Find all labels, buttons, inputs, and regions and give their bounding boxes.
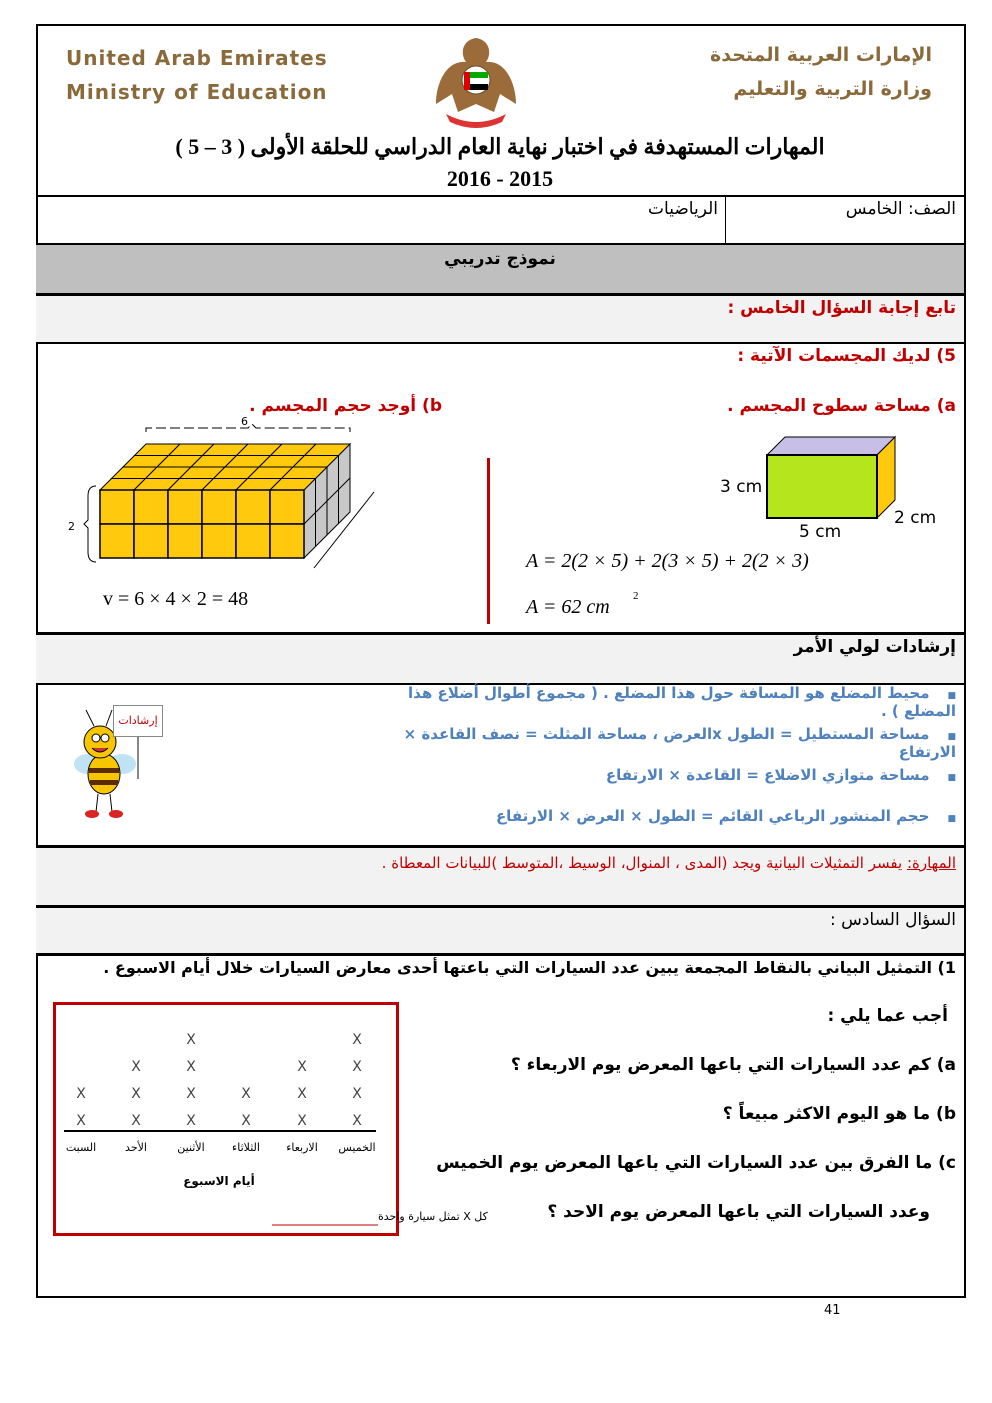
prism-top-face [767, 437, 895, 455]
x-mark: X [76, 1113, 86, 1129]
x-mark: X [241, 1086, 251, 1102]
day-label: الثلاثاء [232, 1141, 260, 1154]
cube-front [134, 524, 168, 558]
length-brace [146, 424, 350, 432]
divider [487, 458, 490, 624]
q6-question-a: a) كم عدد السيارات التي باعها المعرض يوم الاربعاء ؟ [510, 1055, 956, 1075]
q6-answer-prompt: أجب عما يلي : [827, 1006, 948, 1026]
academic-year: 2016 - 2015 [446, 166, 554, 191]
cube-front [100, 524, 134, 558]
grade-label: الصف: الخامس [845, 199, 956, 219]
x-mark: X [131, 1086, 141, 1102]
legend-text: كل X تمثل سيارة واحدة [378, 1210, 488, 1223]
cube-front [270, 524, 304, 558]
x-mark: X [131, 1059, 141, 1075]
info-row [36, 195, 964, 243]
cube-top-label: 6 [241, 415, 248, 428]
area-equation-1: A = 2(2 × 5) + 2(3 × 5) + 2(2 × 3) [526, 550, 809, 572]
cube-front [168, 524, 202, 558]
org-name-ar-1: الإمارات العربية المتحدة [710, 44, 932, 66]
q6-question-b: b) ما هو اليوم الاكثر مبيعاً ؟ [722, 1104, 956, 1124]
guidance-item: ■محيط المضلع هو المسافة حول هذا المضلع . ( مجموع أطوال أضلاع هذا المضلع ) . [408, 684, 956, 720]
day-label: الأحد [125, 1141, 147, 1154]
cube-front [202, 524, 236, 558]
guidance-header-row [36, 632, 964, 683]
q6-header: السؤال السادس : [829, 910, 956, 930]
q5-part-b: b) أوجد حجم المجسم . [249, 396, 442, 416]
cube-front [100, 490, 134, 524]
x-mark: X [131, 1113, 141, 1129]
guidance-item: ■مساحة متوازي الاضلاع = القاعدة × الارتفاع [605, 766, 956, 784]
day-label: الأثنين [177, 1141, 205, 1154]
uae-emblem-logo [432, 34, 520, 126]
x-mark: X [186, 1032, 196, 1048]
guidance-item: ■مساحة المستطيل = الطول xالعرض ، مساحة المثلث = نصف القاعدة × الارتفاع [403, 725, 956, 761]
x-mark: X [186, 1113, 196, 1129]
x-mark: X [352, 1059, 362, 1075]
cube-front [270, 490, 304, 524]
skill-text: يفسر التمثيلات البيانية ويجد (المدى ، المنوال، الوسيط ،المتوسط )للبيانات المعطاة . [381, 854, 907, 872]
cube-side-label: 2 [68, 520, 75, 533]
q6-question-c-line2: وعدد السيارات التي باعها المعرض يوم الاحد ؟ [547, 1202, 930, 1222]
q6-question-c-line1: c) ما الفرق بين عدد السيارات التي باعها المعرض يوم الخميس [436, 1153, 956, 1173]
subject-label: الرياضيات [648, 199, 718, 219]
length-label: 5 cm [799, 522, 842, 542]
x-mark: X [186, 1086, 196, 1102]
area-equation-2: A = 62 cm [526, 596, 610, 618]
unit-cubes-figure [60, 410, 400, 580]
org-name-en-1: United Arab Emirates [66, 46, 328, 70]
x-mark: X [76, 1086, 86, 1102]
guidance-header: إرشادات لولي الأمر [793, 637, 956, 657]
x-mark: X [297, 1086, 307, 1102]
cube-front [236, 524, 270, 558]
skill-label: المهارة: [906, 854, 956, 872]
cube-front [202, 490, 236, 524]
x-axis-label: أيام الاسبوع [183, 1174, 255, 1188]
model-banner [36, 243, 964, 293]
org-name-en-2: Ministry of Education [66, 80, 328, 104]
day-label: الاربعاء [286, 1141, 318, 1154]
height-label: 3 cm [720, 477, 763, 497]
guidance-item: ■حجم المنشور الرباعي القائم = الطول × العرض × الارتفاع [495, 807, 956, 825]
page-number: 41 [824, 1303, 841, 1318]
x-mark: X [297, 1113, 307, 1129]
x-mark: X [352, 1113, 362, 1129]
q6-header-row [36, 905, 964, 953]
continuation-text: تابع إجابة السؤال الخامس : [727, 298, 956, 318]
q6-intro: 1) التمثيل البياني بالنقاط المجمعة يبين عدد السيارات التي باعتها أحدى معارض السيارات خلال أيام الاسبوع . [103, 958, 956, 977]
cube-front [134, 490, 168, 524]
x-mark: X [297, 1059, 307, 1075]
cube-front [168, 490, 202, 524]
depth-label: 2 cm [894, 508, 937, 528]
dot-plot-chart [53, 1002, 488, 1236]
rectangular-prism-figure [760, 430, 910, 530]
dot-plot-svg [56, 1005, 488, 1233]
cube-front [236, 490, 270, 524]
volume-equation: v = 6 × 4 × 2 = 48 [103, 588, 249, 610]
q5-part-a: a) مساحة سطوح المجسم . [727, 396, 956, 416]
day-label: الخميس [338, 1141, 376, 1154]
guidance-list [356, 684, 956, 848]
prism-front-face [767, 455, 877, 518]
day-label: السبت [65, 1141, 97, 1154]
org-name-ar-2: وزارة التربية والتعليم [733, 78, 932, 100]
x-mark: X [352, 1086, 362, 1102]
x-mark: X [186, 1059, 196, 1075]
page-title: المهارات المستهدفة في اختبار نهاية العام الدراسي للحلقة الأولى ( 3 – 5 ) [175, 134, 825, 159]
area-exponent: 2 [633, 590, 639, 602]
q5-intro: 5) لديك المجسمات الآتية : [737, 346, 956, 366]
x-mark: X [241, 1113, 251, 1129]
skill-row [36, 845, 964, 905]
model-title: نموذج تدريبي [444, 249, 556, 269]
x-mark: X [352, 1032, 362, 1048]
guidance-sign: إرشادات [113, 705, 163, 737]
continuation-row [36, 293, 964, 342]
height-brace [84, 486, 96, 562]
